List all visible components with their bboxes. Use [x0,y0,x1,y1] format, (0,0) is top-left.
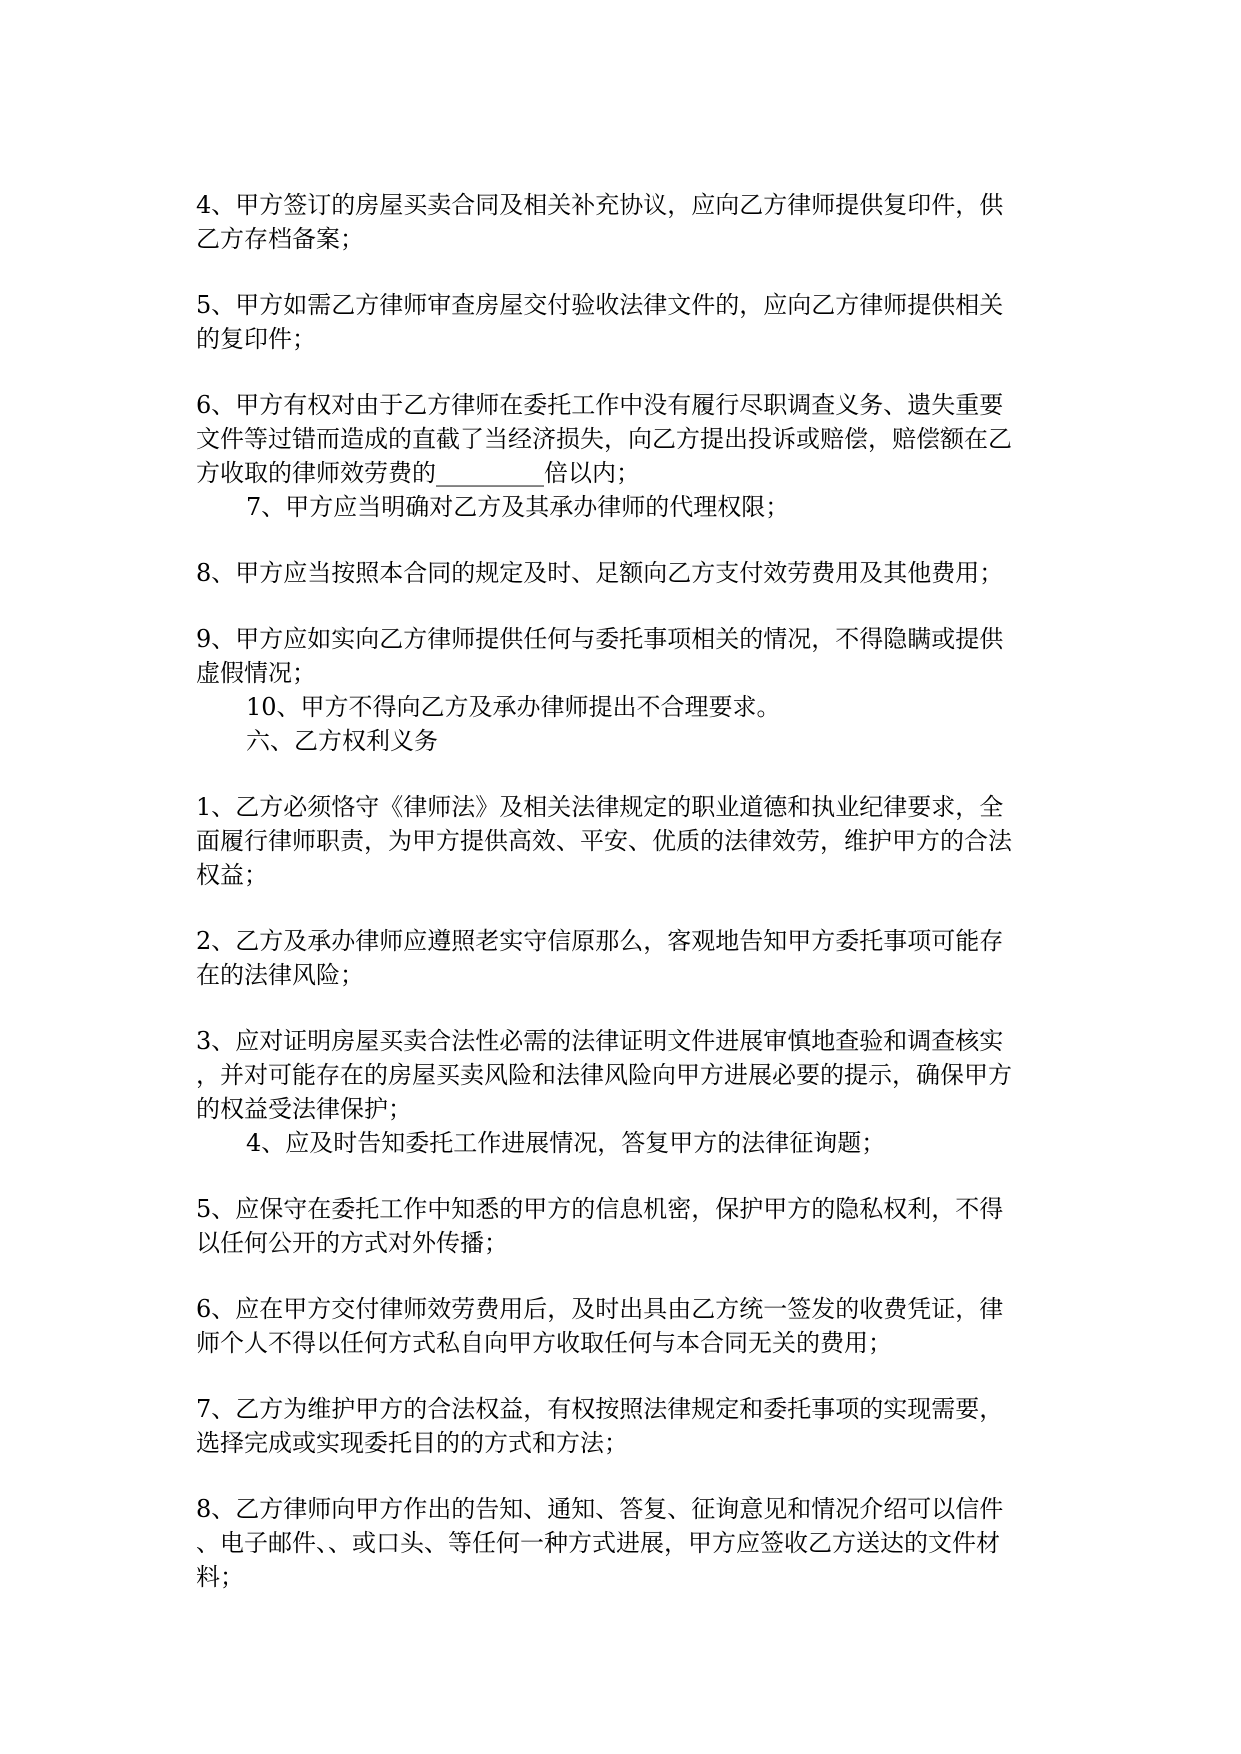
text-line: 6、甲方有权对由于乙方律师在委托工作中没有履行尽职调查义务、遗失重要 [196,391,1004,419]
text-line: 4、应及时告知委托工作进展情况，答复甲方的法律征询题； [246,1129,886,1157]
text-line: 2、乙方及承办律师应遵照老实守信原那么，客观地告知甲方委托事项可能存 [196,927,1004,955]
text-line: 的复印件； [196,325,316,353]
text-line: 料； [196,1563,244,1591]
text-line: 7、乙方为维护甲方的合法权益，有权按照法律规定和委托事项的实现需要， [196,1395,1004,1423]
text-line: 8、乙方律师向甲方作出的告知、通知、答复、征询意见和情况介绍可以信件 [196,1495,1004,1523]
text-line: 9、甲方应如实向乙方律师提供任何与委托事项相关的情况，不得隐瞒或提供 [196,625,1004,653]
text-line: 选择完成或实现委托目的的方式和方法； [196,1429,628,1457]
text-line: 、电子邮件、、或口头、等任何一种方式进展，甲方应签收乙方送达的文件材 [196,1529,1000,1557]
text-line: 师个人不得以任何方式私自向甲方收取任何与本合同无关的费用； [196,1329,892,1357]
text-line: 乙方存档备案； [196,225,364,253]
text-line: 的权益受法律保护； [196,1095,412,1123]
text-line: 面履行律师职责，为甲方提供高效、平安、优质的法律效劳，维护甲方的合法 [196,827,1012,855]
text-line: 4、甲方签订的房屋买卖合同及相关补充协议，应向乙方律师提供复印件，供 [196,191,1004,219]
text-line: 方收取的律师效劳费的_________倍以内； [196,459,640,487]
text-line: 5、甲方如需乙方律师审查房屋交付验收法律文件的，应向乙方律师提供相关 [196,291,1004,319]
text-line: 权益； [196,861,268,889]
text-line: 虚假情况； [196,659,316,687]
text-line: 10、甲方不得向乙方及承办律师提出不合理要求。 [246,693,781,721]
text-line: 3、应对证明房屋买卖合法性必需的法律证明文件进展审慎地查验和调查核实 [196,1027,1004,1055]
text-line: 以任何公开的方式对外传播； [196,1229,508,1257]
text-line: 1、乙方必须恪守《律师法》及相关法律规定的职业道德和执业纪律要求，全 [196,793,1004,821]
text-line: 6、应在甲方交付律师效劳费用后，及时出具由乙方统一签发的收费凭证，律 [196,1295,1004,1323]
text-line: 5、应保守在委托工作中知悉的甲方的信息机密，保护甲方的隐私权利，不得 [196,1195,1004,1223]
text-line: 文件等过错而造成的直截了当经济损失，向乙方提出投诉或赔偿，赔偿额在乙 [196,425,1012,453]
text-line: 8、甲方应当按照本合同的规定及时、足额向乙方支付效劳费用及其他费用； [196,559,1004,587]
text-line: ，并对可能存在的房屋买卖风险和法律风险向甲方进展必要的提示，确保甲方 [196,1061,1012,1089]
text-line: 7、甲方应当明确对乙方及其承办律师的代理权限； [246,493,790,521]
text-line: 在的法律风险； [196,961,364,989]
section-heading: 六、乙方权利义务 [246,727,438,755]
